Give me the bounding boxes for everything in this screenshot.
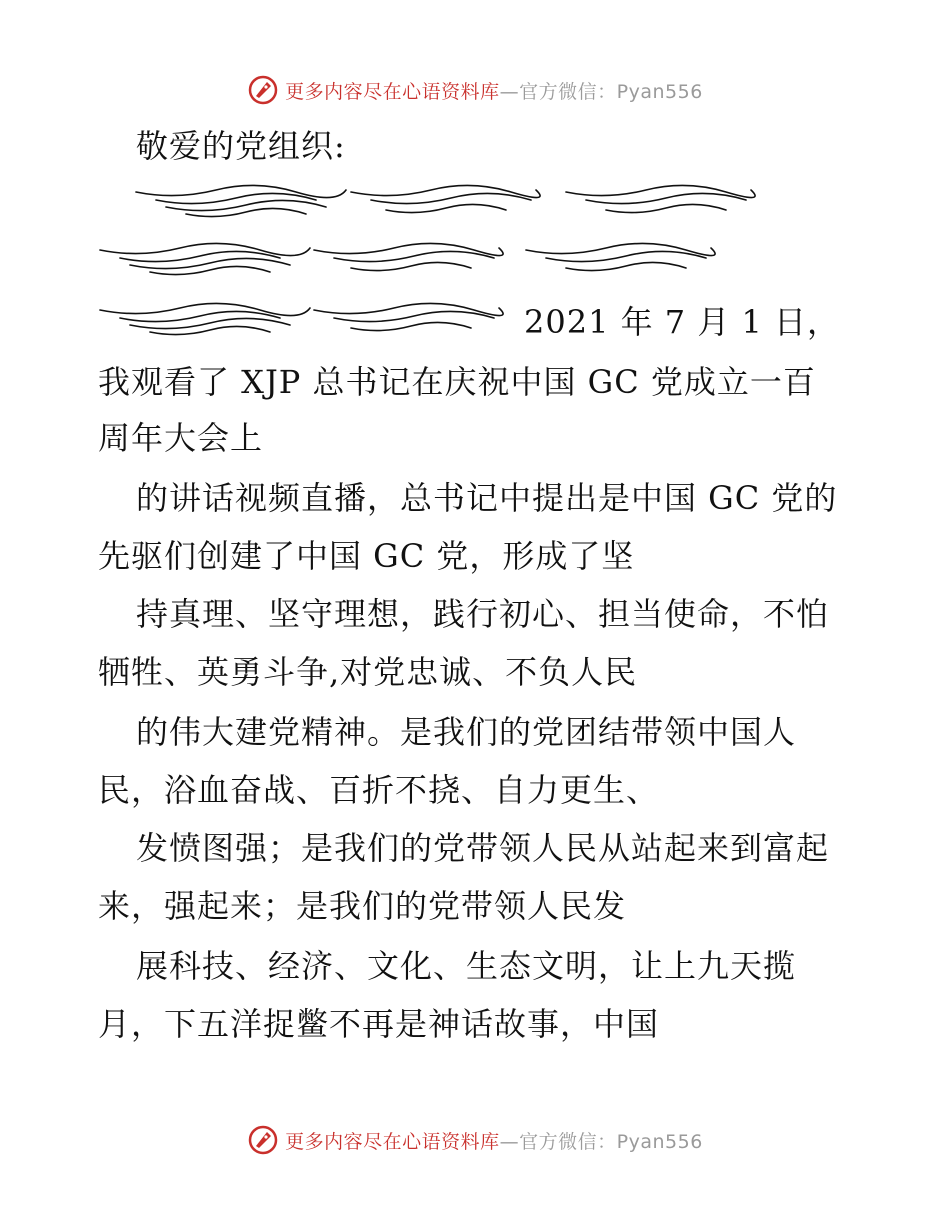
watermark-header (0, 74, 950, 106)
pen-nib-logo-icon (247, 1124, 279, 1156)
body-line-2: 我观看了 XJP 总书记在庆祝中国 GC 党成立一百 (98, 363, 816, 401)
body-line-13: 月，下五洋捉鳖不再是神话故事，中国 (98, 1005, 660, 1043)
body-line-6: 持真理、坚守理想，践行初心、担当使命，不怕 (136, 595, 830, 633)
body-line-5: 先驱们创建了中国 GC 党，形成了坚 (98, 537, 635, 575)
salutation: 敬爱的党组织: (136, 127, 346, 165)
body-line-4: 的讲话视频直播，总书记中提出是中国 GC 党的 (136, 479, 838, 517)
body-line-12: 展科技、经济、文化、生态文明，让上九天揽 (136, 947, 797, 985)
body-line-8: 的伟大建党精神。是我们的党团结带领中国人 (136, 713, 797, 751)
body-line-11: 来，强起来；是我们的党带领人民发 (98, 887, 627, 925)
watermark-footer (0, 1124, 950, 1156)
body-line-10: 发愤图强；是我们的党带领人民从站起来到富起 (136, 829, 830, 867)
body-line-7: 牺牲、英勇斗争,对党忠诚、不负人民 (98, 653, 638, 691)
watermark-red-text: 更多内容尽在心语资料库 (285, 80, 500, 103)
pen-nib-logo-icon (247, 74, 279, 106)
body-line-1: 2021 年 7 月 1 日， (524, 303, 841, 341)
watermark-red-text: 更多内容尽在心语资料库 (285, 1130, 500, 1153)
watermark-gray-text: —官方微信：Pyan556 (499, 1130, 703, 1153)
body-line-9: 民，浴血奋战、百折不挠、自力更生、 (98, 771, 660, 809)
body-line-3: 周年大会上 (98, 419, 264, 457)
watermark-gray-text: —官方微信：Pyan556 (499, 80, 703, 103)
